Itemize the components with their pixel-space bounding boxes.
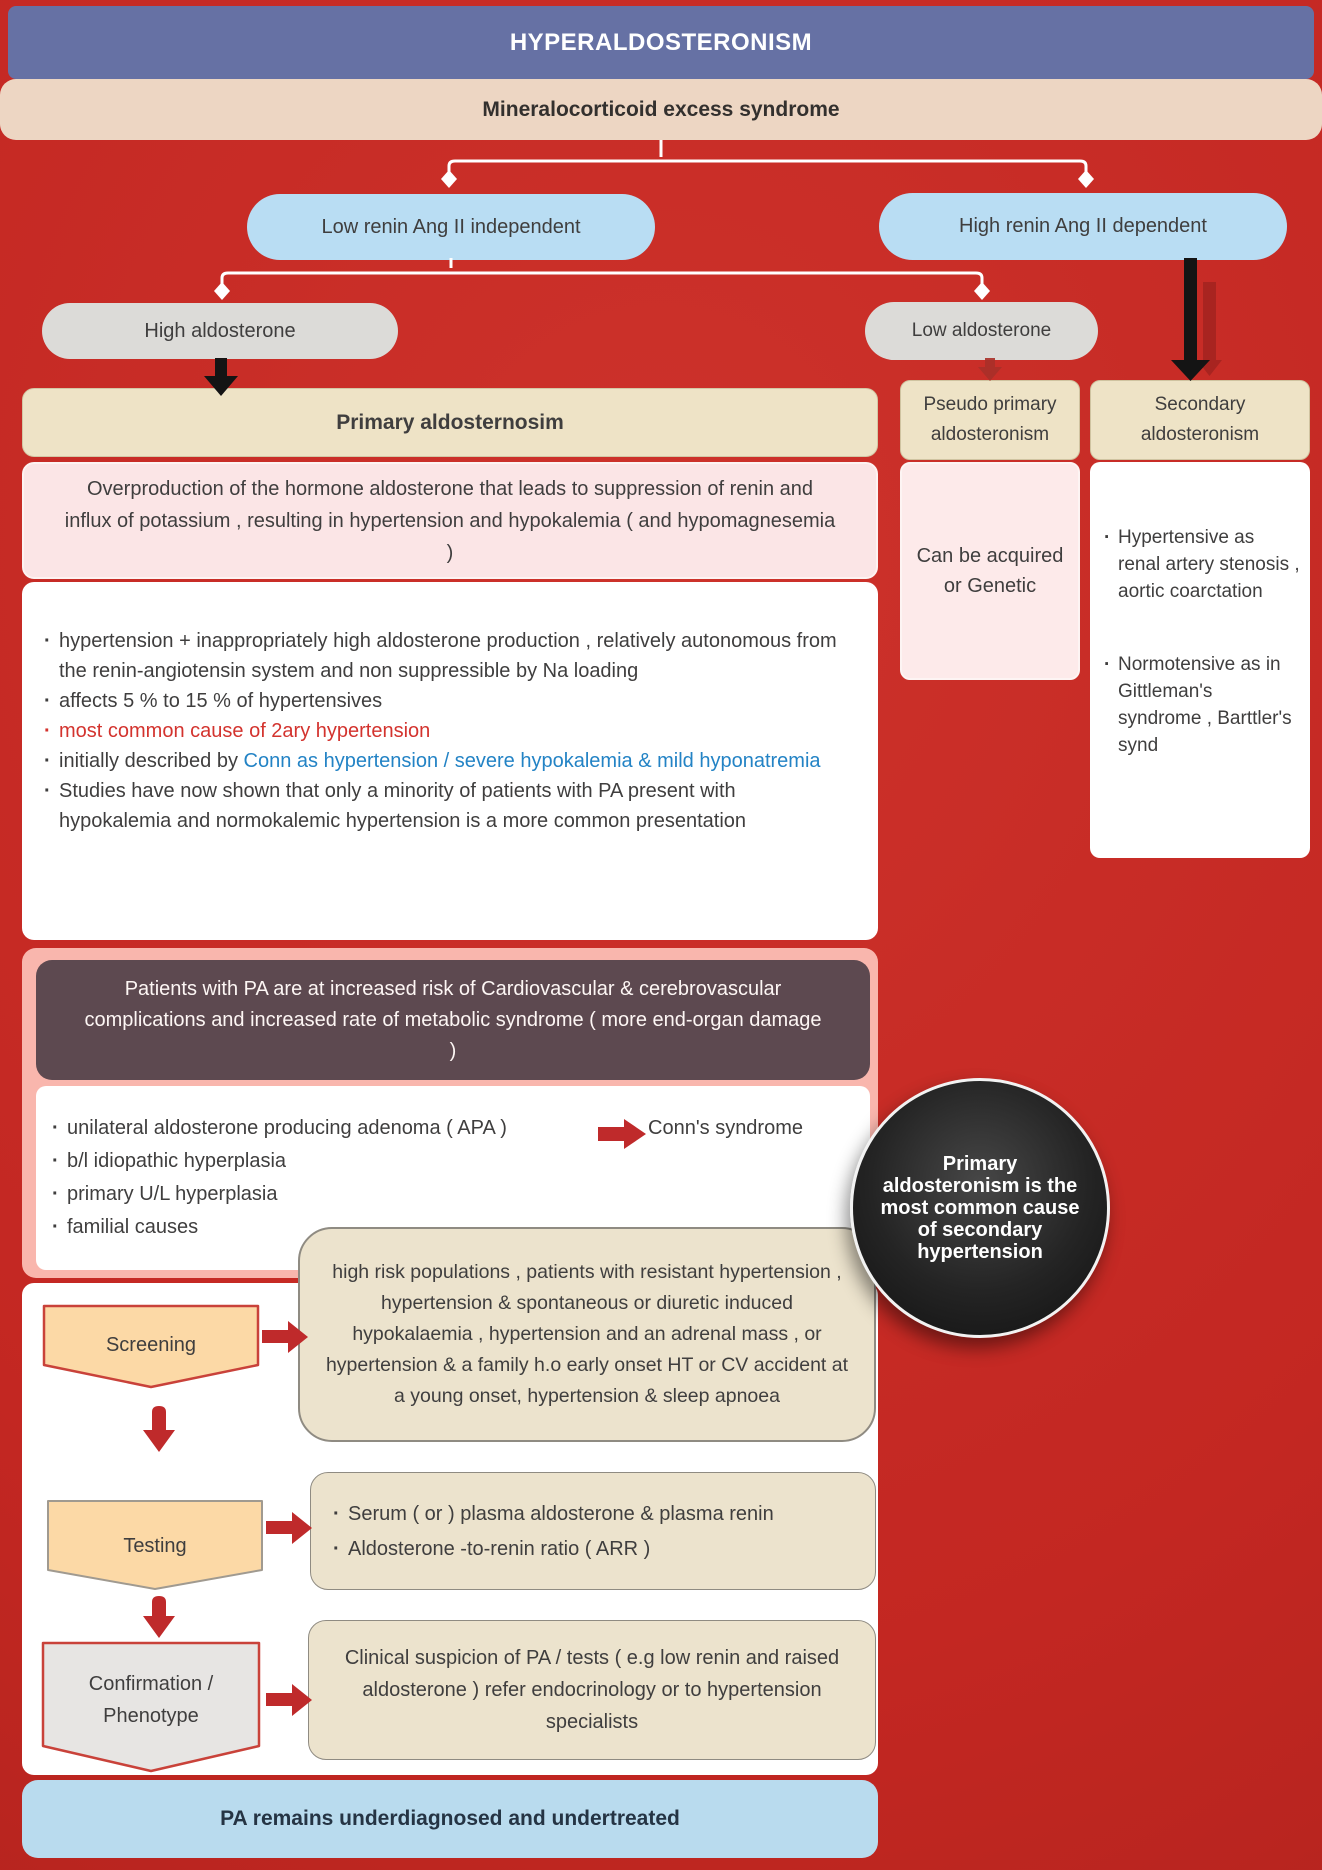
primary-aldosteronism-header: Primary aldosternosim <box>22 388 878 457</box>
node-high-aldosterone: High aldosterone <box>42 303 398 359</box>
black-arrow-shadow-icon <box>1197 282 1222 376</box>
feature-bullet-link-text: Conn as hypertension / severe hypokalemia & mild hyponatremia <box>243 750 821 772</box>
risk-note-box: Patients with PA are at increased risk of Cardiovascular & cerebrovascular complications and increased rate of metabolic syndrome ( more end-organ damage ) <box>36 960 870 1080</box>
feature-bullet-text: initially described by <box>59 750 244 772</box>
cause-bullet: · primary U/L hyperplasia <box>52 1178 850 1211</box>
cause-text: unilateral aldosterone producing adenoma ( APA ) <box>67 1117 507 1139</box>
diamond-marker-icon <box>441 170 457 188</box>
cause-bullet: · b/l idiopathic hyperplasia <box>52 1145 850 1178</box>
black-down-arrow-icon <box>1171 258 1210 381</box>
tree-branch-1 <box>449 161 1086 172</box>
screening-step <box>40 1303 262 1391</box>
pseudo-primary-header: Pseudo primary aldosteronism <box>900 380 1080 460</box>
secondary-bullet: · Hypertensive as renal artery stenosis , aortic coarctation <box>1104 524 1300 605</box>
confirmation-step <box>40 1640 262 1774</box>
cause-bullet-apa <box>52 1112 850 1145</box>
testing-bullet: · Serum ( or ) plasma aldosterone & plasma renin <box>333 1497 855 1532</box>
screening-label: Screening <box>105 1334 197 1356</box>
conn-syndrome-label: Conn's syndrome <box>648 1117 803 1139</box>
confirmation-detail-box: Clinical suspicion of PA / tests ( e.g low renin and raised aldosterone ) refer endocrinology or to hypertension specialists <box>308 1620 876 1760</box>
subtitle-banner: Mineralocorticoid excess syndrome <box>0 79 1322 140</box>
page-title: HYPERALDOSTERONISM <box>8 6 1314 79</box>
highlight-circle: Primary aldosteronism is the most common cause of secondary hypertension <box>850 1078 1110 1338</box>
diamond-marker-icon <box>974 282 990 300</box>
feature-bullet: · affects 5 % to 15 % of hypertensives <box>44 686 848 716</box>
feature-bullet-conn <box>44 746 848 776</box>
diamond-marker-icon <box>1078 170 1094 188</box>
feature-bullet: · hypertension + inappropriately high aldosterone production , relatively autonomous from the renin-angiotensin system and non suppressible by Na loading <box>44 626 848 686</box>
diamond-marker-icon <box>214 282 230 300</box>
primary-features-box <box>22 582 878 940</box>
secondary-bullet: · Normotensive as in Gittleman's syndrome , Barttler's synd <box>1104 651 1300 759</box>
node-low-aldosterone: Low aldosterone <box>865 302 1098 360</box>
feature-bullet-red: · most common cause of 2ary hypertension <box>44 716 848 746</box>
secondary-aldosteronism-header: Secondary aldosteronism <box>1090 380 1310 460</box>
testing-label: Testing <box>123 1535 187 1557</box>
secondary-aldosteronism-body <box>1090 462 1310 858</box>
primary-definition-box: Overproduction of the hormone aldosterone that leads to suppression of renin and influx of potassium , resulting in hypertension and hypokalemia ( and hypomagnesemia ) <box>22 462 878 579</box>
tree-branch-2 <box>222 273 982 284</box>
footer-banner: PA remains underdiagnosed and undertreated <box>22 1780 878 1858</box>
node-low-renin: Low renin Ang II independent <box>247 194 655 260</box>
screening-detail-bubble: high risk populations , patients with resistant hypertension , hypertension & spontaneous or diuretic induced hypokalaemia , hypertension and an adrenal mass , or hypertension & a family h.o early onset HT or CV accident at a young onset, hypertension & sleep apnoea <box>298 1227 876 1442</box>
node-high-renin: High renin Ang II dependent <box>879 193 1287 260</box>
feature-bullet: · Studies have now shown that only a minority of patients with PA present with hypokalemia and normokalemic hypertension is a more common presentation <box>44 776 848 836</box>
red-mini-down-arrow-icon <box>978 358 1002 381</box>
confirmation-label: Confirmation / Phenotype <box>88 1673 214 1727</box>
testing-bullet: · Aldosterone -to-renin ratio ( ARR ) <box>333 1532 855 1567</box>
testing-detail-box <box>310 1472 876 1590</box>
pseudo-primary-body: Can be acquired or Genetic <box>900 462 1080 680</box>
testing-step <box>45 1498 265 1592</box>
cause-bullet: · familial causes <box>52 1211 850 1244</box>
